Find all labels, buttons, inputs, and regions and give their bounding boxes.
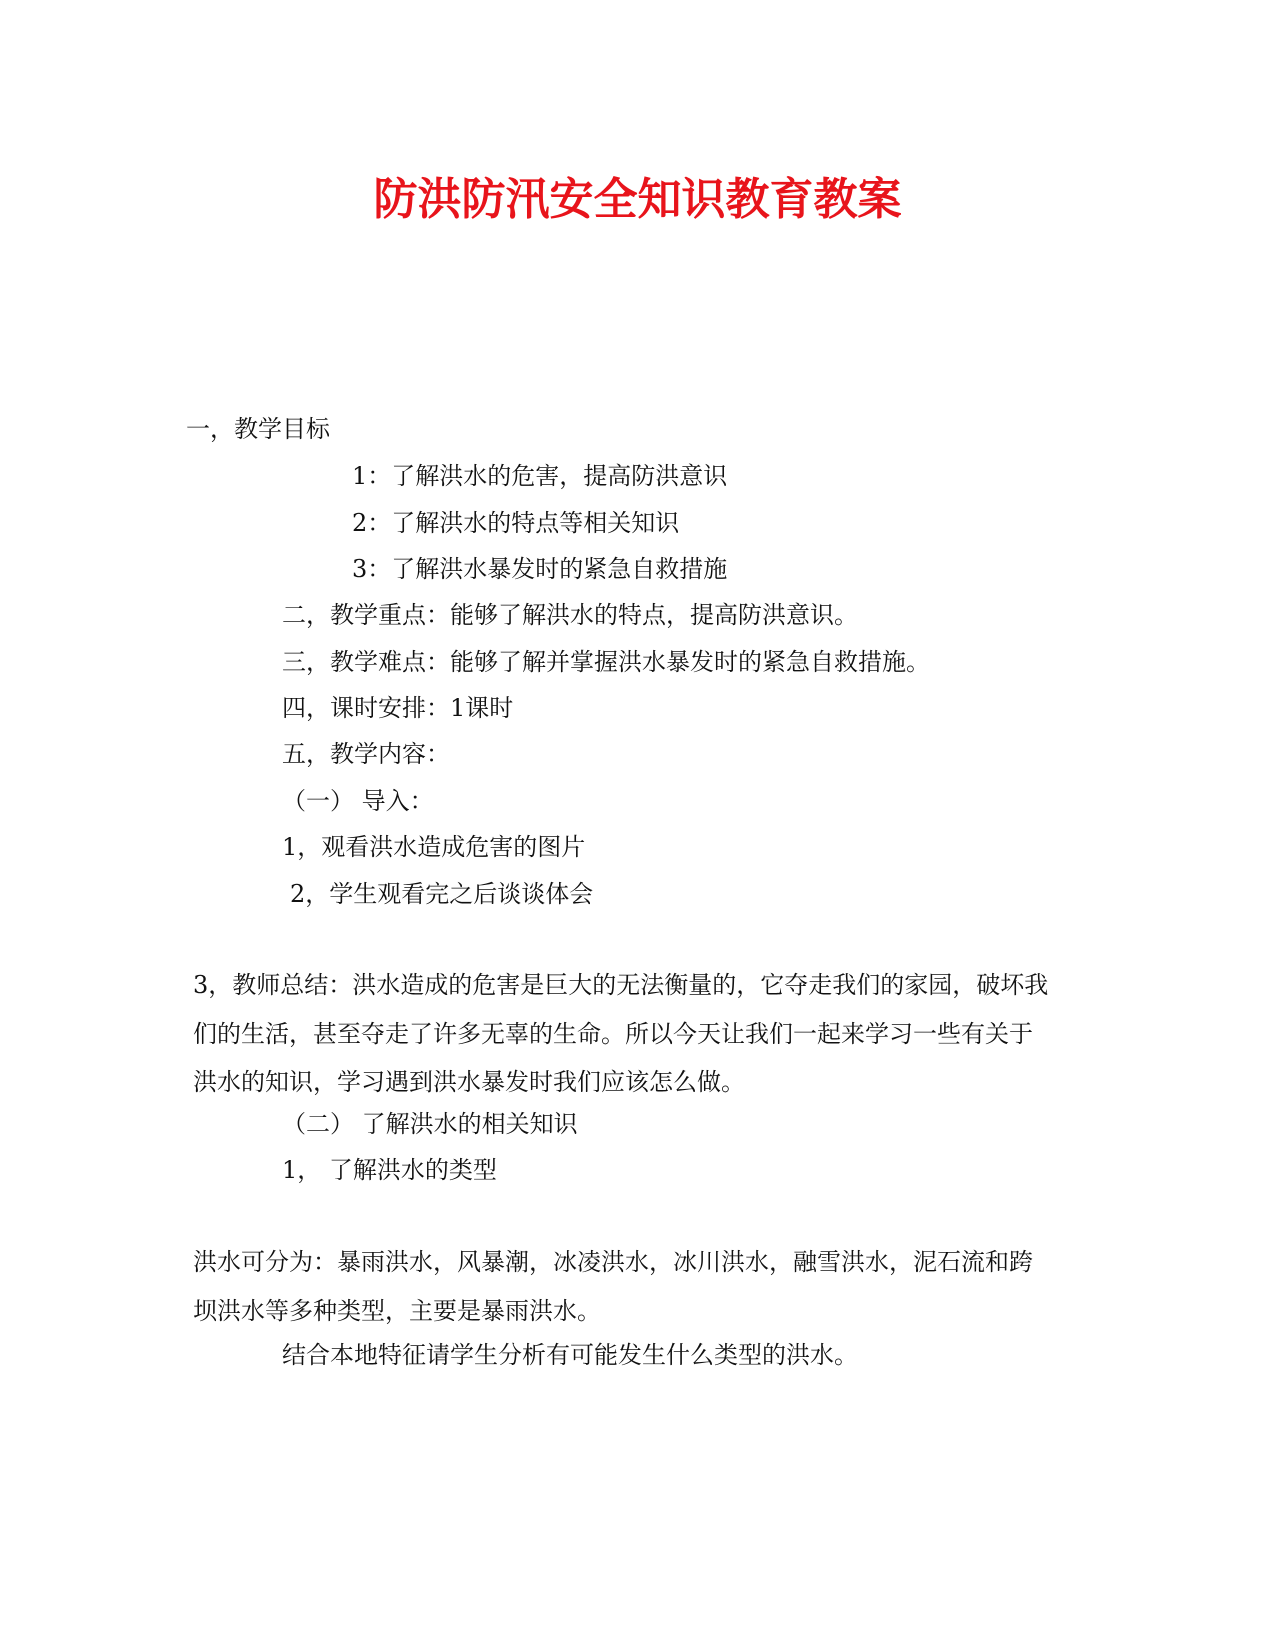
flood-types-line: 坝洪水等多种类型，主要是暴雨洪水。 bbox=[193, 1296, 601, 1325]
teacher-summary-paragraph bbox=[193, 961, 1083, 1107]
discussion-prompt: 结合本地特征请学生分析有可能发生什么类型的洪水。 bbox=[282, 1341, 858, 1369]
section-key-points: 二，教学重点：能够了解洪水的特点，提高防洪意识。 bbox=[282, 601, 858, 629]
section-heading-objectives: 一，教学目标 bbox=[186, 415, 330, 443]
section-difficulties: 三，教学难点：能够了解并掌握洪水暴发时的紧急自救措施。 bbox=[282, 648, 930, 676]
knowledge-item-1: 1， 了解洪水的类型 bbox=[282, 1156, 497, 1184]
intro-step-1: 1，观看洪水造成危害的图片 bbox=[282, 833, 586, 861]
part-intro-heading: （一） 导入： bbox=[282, 787, 434, 815]
objective-item-1: 1：了解洪水的危害，提高防洪意识 bbox=[352, 462, 728, 490]
teacher-summary-line: 们的生活，甚至夺走了许多无辜的生命。所以今天让我们一起来学习一些有关于 bbox=[193, 1019, 1033, 1048]
part-knowledge-heading: （二） 了解洪水的相关知识 bbox=[282, 1110, 578, 1138]
section-schedule: 四，课时安排：1课时 bbox=[282, 694, 514, 722]
document-title: 防洪防汛安全知识教育教案 bbox=[373, 174, 902, 225]
teacher-summary-line: 3，教师总结：洪水造成的危害是巨大的无法衡量的，它夺走我们的家园，破坏我 bbox=[193, 971, 1049, 999]
intro-step-2: 2，学生观看完之后谈谈体会 bbox=[290, 880, 594, 908]
objective-item-2: 2：了解洪水的特点等相关知识 bbox=[352, 509, 680, 537]
section-content: 五，教学内容： bbox=[282, 740, 450, 768]
teacher-summary-line: 洪水的知识，学习遇到洪水暴发时我们应该怎么做。 bbox=[193, 1068, 745, 1096]
objective-item-3: 3：了解洪水暴发时的紧急自救措施 bbox=[352, 555, 728, 583]
flood-types-paragraph bbox=[193, 1238, 1083, 1335]
flood-types-line: 洪水可分为：暴雨洪水，风暴潮，冰凌洪水，冰川洪水，融雪洪水，泥石流和跨 bbox=[193, 1248, 1033, 1276]
